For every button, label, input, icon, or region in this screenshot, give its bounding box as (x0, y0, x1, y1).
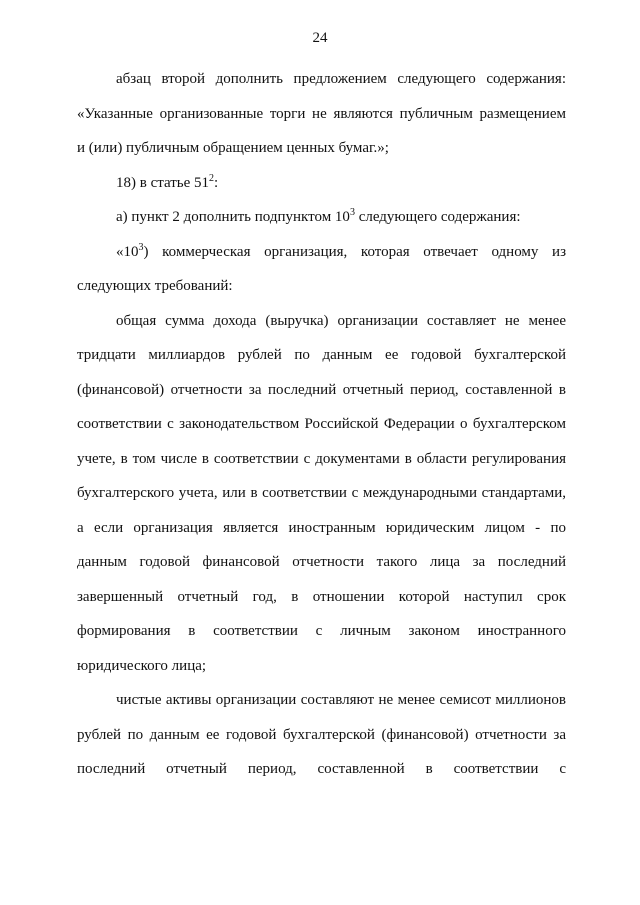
text-line: завершенный отчетный год, в отношении которой наступил срок (77, 589, 566, 605)
line-tail: ) коммерческая организация, которая отвечает одному из (143, 244, 566, 260)
text-line: и (или) публичным обращением ценных бумаг.»; (77, 140, 389, 156)
text-line: общая сумма дохода (выручка) организации составляет не менее (116, 313, 566, 329)
text-line: следующих требований: (77, 278, 233, 294)
page-number: 24 (312, 30, 328, 46)
text-line: соответствии с законодательством Российской Федерации о бухгалтерском (77, 416, 566, 432)
text-line: а если организация является иностранным юридическим лицом - по (77, 520, 566, 536)
text-line (116, 173, 566, 193)
superscript: 3 (138, 242, 144, 253)
text-line: формирования в соответствии с личным законом иностранного (77, 623, 566, 639)
line-tail: : (214, 175, 219, 191)
superscript: 3 (349, 207, 355, 218)
text-line: бухгалтерского учета, или в соответствии с международными стандартами, (77, 485, 566, 501)
text-line: тридцати миллиардов рублей по данным ее годовой бухгалтерской (77, 347, 566, 363)
text-line: последний отчетный период, составленной в соответствии с (77, 761, 566, 777)
text-line: абзац второй дополнить предложением следующего содержания: (116, 71, 566, 87)
text-line (116, 242, 566, 262)
point-ref: а) пункт 2 дополнить подпунктом 10 (116, 209, 350, 225)
text-line (116, 207, 566, 227)
text-line: чистые активы организации составляют не менее семисот миллионов (116, 692, 566, 708)
text-line: рублей по данным ее годовой бухгалтерской (финансовой) отчетности за (77, 727, 566, 743)
text-line: (финансовой) отчетности за последний отчетный период, составленной в (77, 382, 566, 398)
text-line: данным годовой финансовой отчетности такого лица за последний (77, 554, 566, 570)
subpoint-ref: «10 (116, 244, 139, 260)
line-tail: следующего содержания: (354, 209, 521, 225)
text-line: «Указанные организованные торги не являются публичным размещением (77, 106, 566, 122)
superscript: 2 (209, 173, 215, 184)
text-line: юридического лица; (77, 658, 207, 674)
article-ref: 18) в статье 51 (116, 175, 210, 191)
text-line: учете, в том числе в соответствии с документами в области регулирования (77, 451, 566, 467)
